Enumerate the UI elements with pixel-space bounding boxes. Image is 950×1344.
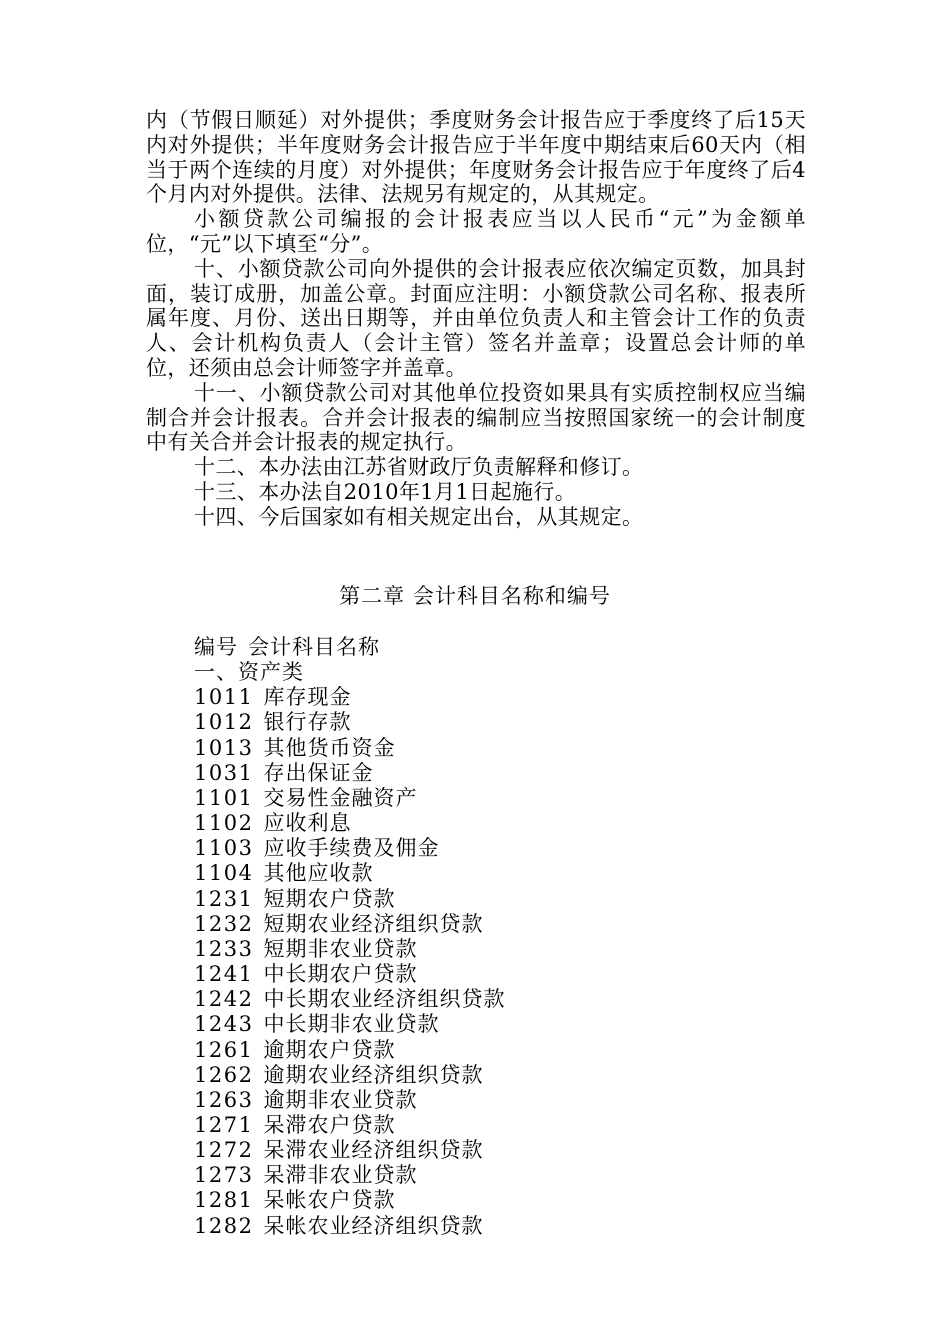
account-code: 1272	[194, 1138, 254, 1163]
account-code: 1104	[194, 861, 254, 886]
account-code: 1031	[194, 760, 254, 785]
paragraph: 十一、小额贷款公司对其他单位投资如果具有实质控制权应当编制合并会计报表。合并会计报表的编制应当按照国家统一的会计制度中有关合并会计报表的规定执行。	[146, 380, 806, 455]
account-code: 1243	[194, 1012, 254, 1037]
account-name: 中长期非农业贷款	[263, 1012, 440, 1037]
account-row	[194, 861, 794, 886]
account-code: 1281	[194, 1188, 254, 1213]
account-row	[194, 1012, 794, 1037]
account-name: 其他应收款	[263, 861, 374, 886]
account-row	[194, 887, 794, 912]
account-name: 呆滞农户贷款	[263, 1112, 396, 1137]
account-code: 1232	[194, 911, 254, 936]
paragraph: 内（节假日顺延）对外提供；季度财务会计报告应于季度终了后15天内对外提供；半年度财务会计报告应于半年度中期结束后60天内（相当于两个连续的月度）对外提供；年度财务会计报告应于年度终了后4个月内对外提供。法律、法规另有规定的，从其规定。	[146, 108, 806, 207]
account-code: 1273	[194, 1163, 254, 1188]
account-code: 1233	[194, 936, 254, 961]
account-code: 1282	[194, 1213, 254, 1238]
account-row	[194, 962, 794, 987]
account-row	[194, 736, 794, 761]
account-code: 1262	[194, 1062, 254, 1087]
account-code: 1261	[194, 1037, 254, 1062]
chapter-title: 第二章 会计科目名称和编号	[339, 584, 611, 608]
account-name: 短期农业经济组织贷款	[263, 911, 484, 936]
paragraph: 十二、本办法由江苏省财政厅负责解释和修订。	[194, 455, 644, 480]
account-name: 中长期农户贷款	[263, 962, 418, 987]
account-name: 呆滞非农业贷款	[263, 1163, 418, 1188]
account-row	[194, 1214, 794, 1239]
account-name: 短期农户贷款	[263, 886, 396, 911]
account-row	[194, 685, 794, 710]
account-name: 呆滞农业经济组织贷款	[263, 1138, 484, 1163]
account-row	[194, 937, 794, 962]
account-name: 银行存款	[263, 710, 352, 735]
account-name: 呆帐农业经济组织贷款	[263, 1213, 484, 1238]
account-name: 逾期农户贷款	[263, 1037, 396, 1062]
account-row	[194, 912, 794, 937]
account-row	[194, 1113, 794, 1138]
account-row	[194, 1063, 794, 1088]
account-code: 1012	[194, 710, 254, 735]
body-text	[146, 108, 806, 530]
account-name: 逾期非农业贷款	[263, 1087, 418, 1112]
account-name: 中长期农业经济组织贷款	[263, 987, 506, 1012]
account-row	[194, 1088, 794, 1113]
account-category: 一、资产类	[194, 660, 304, 685]
account-row	[194, 761, 794, 786]
account-name: 应收手续费及佣金	[263, 836, 440, 861]
account-list	[194, 635, 794, 1239]
account-code: 1011	[194, 685, 254, 710]
account-row	[194, 1188, 794, 1213]
code-column-header: 编号	[194, 635, 238, 659]
account-code: 1242	[194, 987, 254, 1012]
paragraph: 十三、本办法自2010年1月1日起施行。	[194, 479, 577, 504]
account-name: 应收利息	[263, 811, 352, 836]
account-row	[194, 811, 794, 836]
account-row	[194, 836, 794, 861]
account-row	[194, 786, 794, 811]
paragraph: 十、小额贷款公司向外提供的会计报表应依次编定页数，加具封面，装订成册，加盖公章。封面应注明：小额贷款公司名称、报表所属年度、月份、送出日期等，并由单位负责人和主管会计工作的负责人、会计机构负责人（会计主管）签名并盖章；设置总会计师的单位，还须由总会计师签字并盖章。	[146, 256, 806, 380]
account-code: 1102	[194, 811, 254, 836]
account-name: 逾期农业经济组织贷款	[263, 1062, 484, 1087]
account-name: 其他货币资金	[263, 735, 396, 760]
account-list-header	[194, 635, 794, 660]
account-name: 交易性金融资产	[263, 785, 418, 810]
account-row	[194, 1038, 794, 1063]
account-row	[194, 987, 794, 1012]
account-row	[194, 1138, 794, 1163]
account-code: 1103	[194, 836, 254, 861]
paragraph: 小额贷款公司编报的会计报表应当以人民币“元”为金额单位，“元”以下填至“分”。	[146, 207, 806, 256]
account-row	[194, 710, 794, 735]
account-name: 短期非农业贷款	[263, 936, 418, 961]
account-rows	[194, 685, 794, 1238]
name-column-header: 会计科目名称	[248, 635, 380, 659]
account-name: 呆帐农户贷款	[263, 1188, 396, 1213]
account-name: 库存现金	[263, 685, 352, 710]
account-row	[194, 1163, 794, 1188]
account-code: 1101	[194, 785, 254, 810]
account-code: 1231	[194, 886, 254, 911]
paragraph: 十四、今后国家如有相关规定出台，从其规定。	[194, 504, 644, 529]
account-code: 1241	[194, 962, 254, 987]
account-code: 1263	[194, 1087, 254, 1112]
account-code: 1013	[194, 735, 254, 760]
account-name: 存出保证金	[263, 760, 374, 785]
account-code: 1271	[194, 1112, 254, 1137]
